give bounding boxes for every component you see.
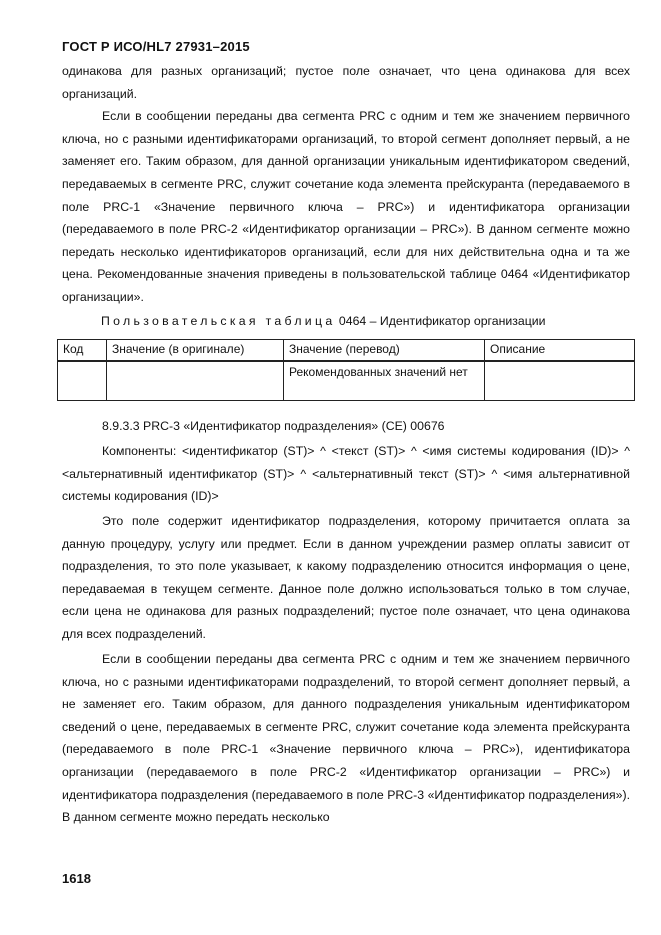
section-heading: 8.9.3.3 PRC-3 «Идентификатор подразделения» (CE) 00676 xyxy=(102,419,445,433)
column-header-code: Код xyxy=(58,340,107,362)
document-header: ГОСТ Р ИСО/HL7 27931–2015 xyxy=(62,39,250,54)
paragraph-continuation: одинакова для разных организаций; пустое поле означает, что цена одинакова для всех организаций. xyxy=(62,64,630,101)
text-block-top xyxy=(62,60,630,309)
table-cell-code xyxy=(58,361,107,401)
paragraph-prc-organization: Если в сообщении переданы два сегмента PRC с одним и тем же значением первичного ключа, но с разными идентификаторами организаций, то второй сегмент дополняет первый, а не заменяет его. Таким образом, для данной организации уникальным идентификатором сведений, передаваемых в сегменте PRC, служит сочетание кода элемента прейскуранта (передаваемого в поле PRC-1 «Значение первичного ключа – PRC») и идентификатора организации (передаваемого в поле PRC-2 «Идентификатор организации – PRC»). В данном сегменте можно передать несколько идентификаторов организаций, если для них действительна одна и та же цена. Рекомендованные значения приведены в пользовательской таблице 0464 «Идентификатор организации». xyxy=(62,109,630,304)
table-cell-description xyxy=(485,361,635,401)
table-row xyxy=(58,361,635,401)
paragraph-prc-department: Если в сообщении переданы два сегмента PRC с одним и тем же значением первичного ключа, но с разными идентификаторами подразделений, то второй сегмент дополняет первый, а не заменяет его. Таким образом, для данного подразделения уникальным идентификатором сведений о цене, передаваемых в сегменте PRC, служит сочетание кода элемента прейскуранта (передаваемого в поле PRC-1 «Значение первичного ключа – PRC»), идентификатора организации (передаваемого в поле PRC-2 «Идентификатор организации – PRC») и идентификатора подразделения (передаваемого в поле PRC-3 «Идентификатор подразделения»). В данном сегменте можно передать несколько xyxy=(62,652,630,825)
table-caption-label: Пользовательская таблица xyxy=(101,314,336,328)
table-cell-translated-value: Рекомендованных значений нет xyxy=(284,361,485,401)
table-cell-original-value xyxy=(107,361,284,401)
paragraph-field-description: Это поле содержит идентификатор подразделения, которому причитается оплата за данную процедуру, услугу или предмет. Если в данном учреждении размер оплаты зависит от подразделения, то это поле указывает, к какому подразделению относится информация о цене, передаваемая в текущем сегменте. Данное поле должно использоваться только в том случае, если цена не одинакова для разных подразделений; пустое поле означает, что цена одинакова для всех подразделений. xyxy=(62,514,630,641)
column-header-translated-value: Значение (перевод) xyxy=(284,340,485,362)
text-block-field xyxy=(62,510,630,646)
column-header-original-value: Значение (в оригинале) xyxy=(107,340,284,362)
table-header-row xyxy=(58,340,635,362)
user-table-0464 xyxy=(57,339,635,401)
text-block-components xyxy=(62,440,630,508)
column-header-description: Описание xyxy=(485,340,635,362)
paragraph-components: Компоненты: <идентификатор (ST)> ^ <текст (ST)> ^ <имя системы кодирования (ID)> ^ <альтернативный идентификатор (ST)> ^ <альтернативный текст (ST)> ^ <имя альтернативной системы кодирования (ID)> xyxy=(62,444,630,504)
page-number: 1618 xyxy=(62,871,91,886)
table-caption-title: 0464 – Идентификатор организации xyxy=(338,314,546,328)
table-caption xyxy=(101,314,546,328)
text-block-prc-department xyxy=(62,648,630,829)
